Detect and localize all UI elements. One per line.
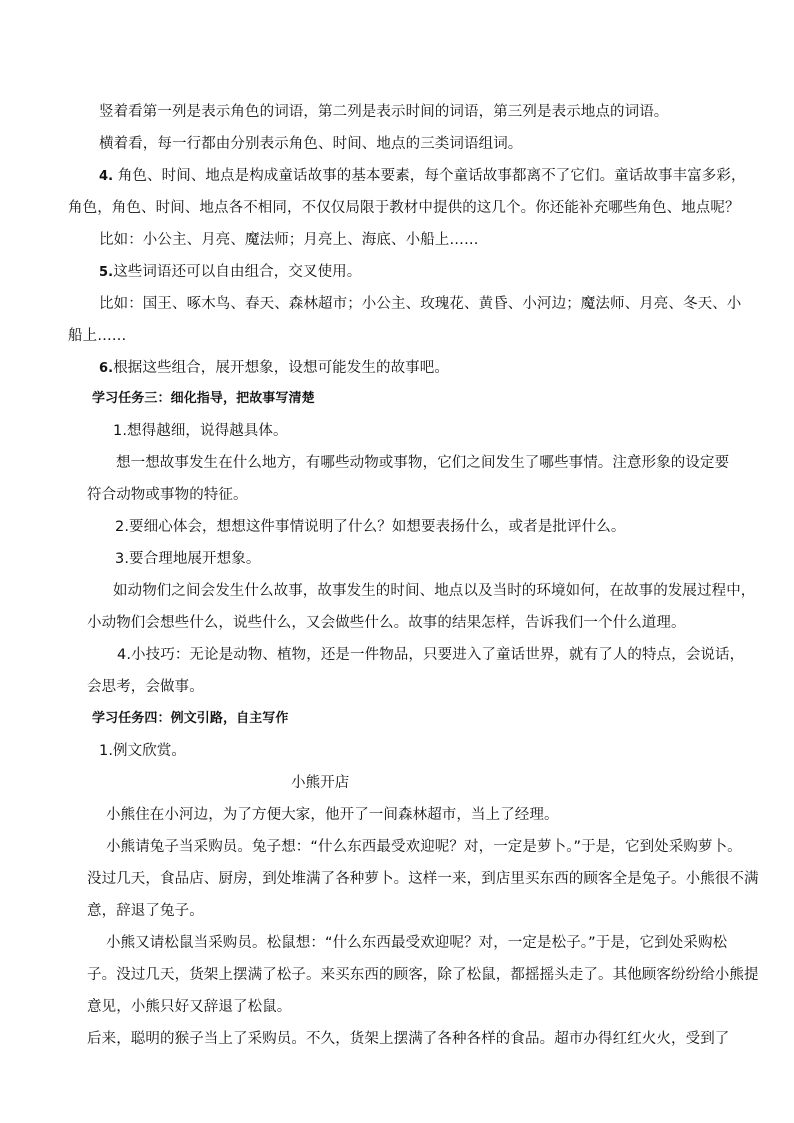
story-line: 意见，小熊只好又辞退了松鼠。 bbox=[87, 999, 292, 1015]
paragraph-line bbox=[99, 166, 746, 187]
paragraph-text: 根据这些组合，展开想象，设想可能发生的故事吧。 bbox=[113, 360, 449, 376]
paragraph-line: 角色，角色、时间、地点各不相同，不仅仅局限于教材中提供的这几个。你还能补充哪些角色、地点呢？ bbox=[68, 200, 740, 216]
story-title: 小熊开店 bbox=[291, 775, 350, 791]
story-line: 小熊又请松鼠当采购员。松鼠想：“什么东西最受欢迎呢？对，一定是松子。”于是，它到处采购松 bbox=[106, 935, 728, 951]
story-line: 后来，聪明的猴子当上了采购员。不久，货架上摆满了各种各样的食品。超市办得红红火火，受到了 bbox=[87, 1031, 730, 1047]
paragraph-line: 4.小技巧：无论是动物、植物，还是一件物品，只要进入了童话世界，就有了人的特点，会说话， bbox=[117, 647, 745, 663]
paragraph-line bbox=[99, 262, 361, 283]
paragraph-line bbox=[99, 358, 449, 379]
paragraph-line: 1.例文欣赏。 bbox=[99, 743, 187, 759]
paragraph-line: 横着看，每一行都由分别表示角色、时间、地点的三类词语组词。 bbox=[99, 136, 523, 152]
story-line: 小熊住在小河边，为了方便大家，他开了一间森林超市，当上了经理。 bbox=[106, 807, 559, 823]
paragraph-line: 如动物们之间会发生什么故事，故事发生的时间、地点以及当时的环境如何，在故事的发展过程中， bbox=[113, 583, 756, 599]
paragraph-line: 符合动物或事物的特征。 bbox=[87, 487, 248, 503]
item-number: 6. bbox=[99, 361, 114, 376]
paragraph-line: 小动物们会想些什么，说些什么，又会做些什么。故事的结果怎样，告诉我们一个什么道理。 bbox=[87, 615, 686, 631]
paragraph-line: 2.要细心体会，想想这件事情说明了什么？如想要表扬什么，或者是批评什么。 bbox=[115, 519, 626, 535]
paragraph-line: 船上…… bbox=[68, 328, 127, 344]
paragraph-line: 3.要合理地展开想象。 bbox=[115, 551, 261, 567]
paragraph-line: 比如：国王、啄木鸟、春天、森林超市；小公主、玫瑰花、黄昏、小河边；魔法师、月亮、冬天、小 bbox=[99, 296, 742, 312]
paragraph-line: 比如：小公主、月亮、魔法师；月亮上、海底、小船上…… bbox=[99, 232, 479, 248]
story-line: 意，辞退了兔子。 bbox=[87, 903, 204, 919]
item-number: 5. bbox=[99, 265, 114, 280]
section-heading: 学习任务三：细化指导，把故事写清楚 bbox=[92, 391, 315, 406]
paragraph-line: 1.想得越细，说得越具体。 bbox=[113, 423, 288, 439]
story-line: 子。没过几天，货架上摆满了松子。来买东西的顾客，除了松鼠，都摇摇头走了。其他顾客纷纷给小熊提 bbox=[87, 967, 759, 983]
item-number: 4. bbox=[99, 169, 118, 184]
paragraph-text: 这些词语还可以自由组合，交叉使用。 bbox=[113, 264, 362, 280]
section-heading: 学习任务四：例文引路，自主写作 bbox=[92, 711, 289, 726]
paragraph-line: 会思考，会做事。 bbox=[87, 679, 204, 695]
paragraph-line: 竖着看第一列是表示角色的词语，第二列是表示时间的词语，第三列是表示地点的词语。 bbox=[99, 104, 669, 120]
story-line: 小熊请兔子当采购员。兔子想：“什么东西最受欢迎呢？对，一定是萝卜。”于是，它到处采购萝卜。 bbox=[106, 839, 742, 855]
story-line: 没过几天，食品店、厨房，到处堆满了各种萝卜。这样一来，到店里买东西的顾客全是兔子。小熊很不满 bbox=[87, 871, 759, 887]
paragraph-line: 想一想故事发生在什么地方，有哪些动物或事物，它们之间发生了哪些事情。注意形象的设定要 bbox=[116, 455, 730, 471]
paragraph-text: 角色、时间、地点是构成童话故事的基本要素，每个童话故事都离不了它们。童话故事丰富多彩， bbox=[117, 168, 746, 184]
